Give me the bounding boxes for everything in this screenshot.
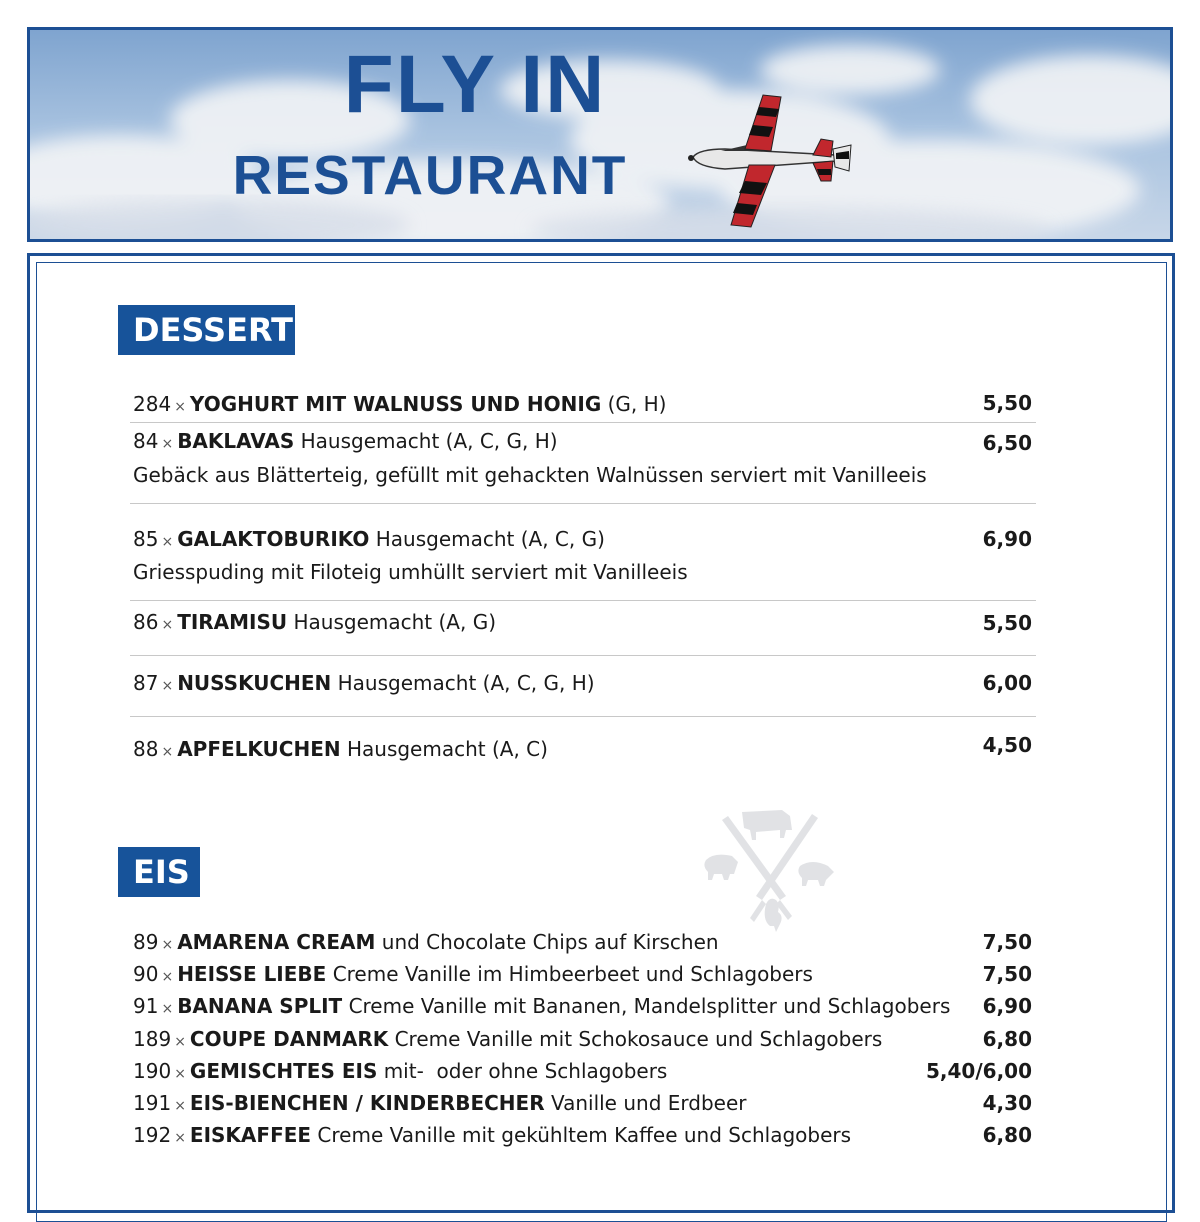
menu-item: 88 × APFELKUCHEN Hausgemacht (A, C) (133, 737, 548, 761)
item-price: 4,50 (982, 733, 1032, 757)
divider (130, 503, 1036, 504)
menu-item: 85 × GALAKTOBURIKO Hausgemacht (A, C, G) (133, 527, 605, 551)
menu-item: 190 × GEMISCHTES EIS mit- oder ohne Schlagobers (133, 1059, 668, 1083)
divider (130, 716, 1036, 717)
menu-item: 89 × AMARENA CREAM und Chocolate Chips auf Kirschen (133, 930, 719, 954)
menu-item: 91 × BANANA SPLIT Creme Vanille mit Bananen, Mandelsplitter und Schlagobers (133, 994, 951, 1018)
divider (130, 600, 1036, 601)
menu-item: 86 × TIRAMISU Hausgemacht (A, G) (133, 610, 496, 634)
item-price: 7,50 (982, 962, 1032, 986)
item-price: 6,50 (982, 431, 1032, 455)
airplane-icon (685, 85, 855, 235)
item-price: 5,40/6,00 (926, 1059, 1032, 1083)
menu-item: 90 × HEISSE LIEBE Creme Vanille im Himbeerbeet und Schlagobers (133, 962, 813, 986)
divider (130, 422, 1036, 423)
item-price: 4,30 (982, 1091, 1032, 1115)
item-price: 6,90 (982, 527, 1032, 551)
farm-animals-knives-icon (700, 800, 840, 940)
menu-item: 191 × EIS-BIENCHEN / KINDERBECHER Vanille und Erdbeer (133, 1091, 747, 1115)
item-description: Griesspuding mit Filoteig umhüllt serviert mit Vanilleeis (133, 560, 688, 584)
menu-item: 284 × YOGHURT MIT WALNUSS UND HONIG (G, H) (133, 392, 667, 416)
divider (130, 655, 1036, 656)
section-heading-eis: EIS (118, 847, 200, 897)
section-heading-dessert: DESSERT (118, 305, 295, 355)
header-banner (27, 27, 1173, 242)
item-price: 5,50 (982, 611, 1032, 635)
item-price: 6,80 (982, 1123, 1032, 1147)
brand-subtitle: RESTAURANT (232, 144, 628, 206)
item-price: 5,50 (982, 391, 1032, 415)
menu-item: 192 × EISKAFFEE Creme Vanille mit gekühltem Kaffee und Schlagobers (133, 1123, 852, 1147)
item-price: 7,50 (982, 930, 1032, 954)
item-price: 6,90 (982, 994, 1032, 1018)
menu-item: 87 × NUSSKUCHEN Hausgemacht (A, C, G, H) (133, 671, 595, 695)
menu-item: 189 × COUPE DANMARK Creme Vanille mit Schokosauce und Schlagobers (133, 1027, 883, 1051)
menu-item: 84 × BAKLAVAS Hausgemacht (A, C, G, H) (133, 429, 558, 453)
brand-title: FLY IN (343, 39, 607, 130)
item-price: 6,00 (982, 671, 1032, 695)
item-description: Gebäck aus Blätterteig, gefüllt mit gehackten Walnüssen serviert mit Vanilleeis (133, 463, 927, 487)
item-price: 6,80 (982, 1027, 1032, 1051)
